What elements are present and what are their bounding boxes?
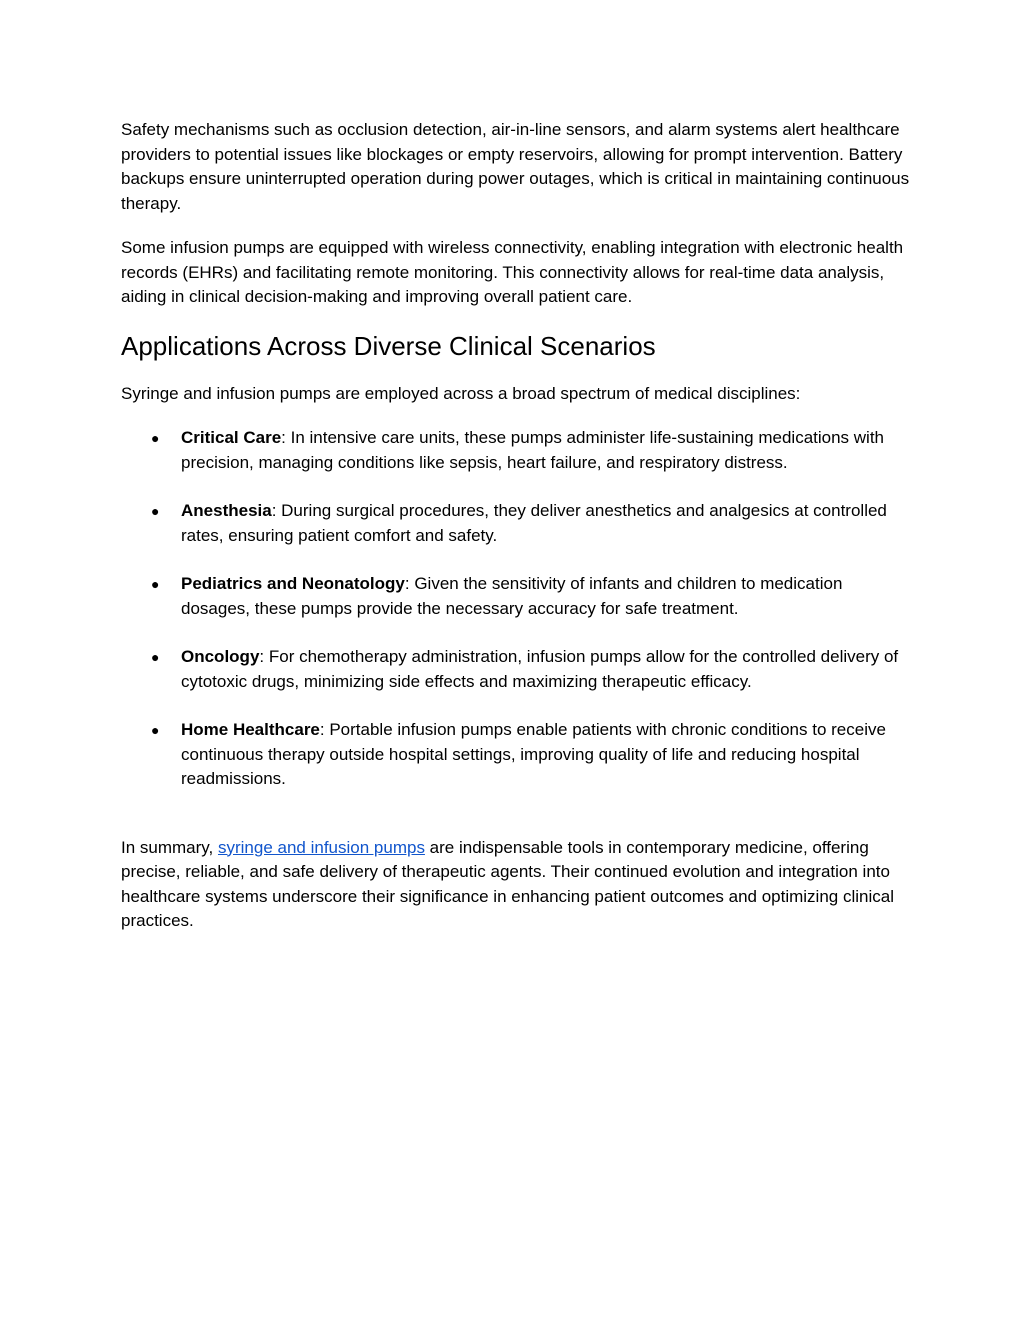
bullet-icon: ●	[151, 576, 160, 592]
section-heading: Applications Across Diverse Clinical Scenarios	[121, 330, 656, 361]
document-page	[121, 118, 911, 934]
list-item-text: : Portable infusion pumps enable patients with chronic conditions to receive continuous therapy outside hospital settings, improving quality of life and reducing hospital readmissions.	[181, 720, 886, 788]
list-item-term: Oncology	[181, 647, 260, 666]
section-intro: Syringe and infusion pumps are employed across a broad spectrum of medical disciplines:	[121, 383, 801, 403]
list-item-term: Anesthesia	[181, 501, 272, 520]
bullet-icon: ●	[151, 649, 160, 665]
connectivity-paragraph: Some infusion pumps are equipped with wireless connectivity, enabling integration with electronic health records (EHRs) and facilitating remote monitoring. This connectivity allows for real-time data analysis, aiding in clinical decision-making and improving overall patient care.	[121, 238, 904, 306]
list-item-term: Critical Care	[181, 428, 282, 447]
list-item-term: Home Healthcare	[181, 720, 320, 739]
bullet-icon: ●	[151, 503, 160, 519]
list-item	[121, 718, 911, 792]
list-item	[121, 645, 911, 694]
summary-prefix: In summary,	[121, 837, 218, 857]
safety-paragraph: Safety mechanisms such as occlusion detection, air-in-line sensors, and alarm systems alert healthcare providers to potential issues like blockages or empty reservoirs, allowing for prompt intervention. Battery backups ensure uninterrupted operation during power outages, which is critical in maintaining continuous therapy.	[121, 120, 910, 213]
list-item	[121, 499, 911, 548]
summary-suffix: are indispensable tools in contemporary medicine, offering precise, reliable, and safe delivery of therapeutic agents. Their continued evolution and integration into healthcare systems underscore their significance in enhancing patient outcomes and optimizing clinical practices.	[121, 837, 894, 930]
syringe-infusion-pumps-link[interactable]: syringe and infusion pumps	[217, 837, 425, 857]
bullet-icon: ●	[151, 722, 160, 738]
bullet-icon: ●	[151, 430, 160, 446]
list-item	[121, 572, 911, 621]
applications-list	[121, 426, 911, 792]
list-item-text: : Given the sensitivity of infants and children to medication dosages, these pumps provide the necessary accuracy for safe treatment.	[181, 574, 843, 618]
list-item-text: : For chemotherapy administration, infusion pumps allow for the controlled delivery of cytotoxic drugs, minimizing side effects and maximizing therapeutic efficacy.	[181, 647, 899, 691]
summary-paragraph	[121, 836, 911, 934]
list-item	[121, 426, 911, 475]
list-item-text: : During surgical procedures, they deliver anesthetics and analgesics at controlled rates, ensuring patient comfort and safety.	[181, 501, 887, 545]
list-item-text: : In intensive care units, these pumps administer life-sustaining medications with precision, managing conditions like sepsis, heart failure, and respiratory distress.	[181, 428, 885, 472]
list-item-term: Pediatrics and Neonatology	[181, 574, 405, 593]
